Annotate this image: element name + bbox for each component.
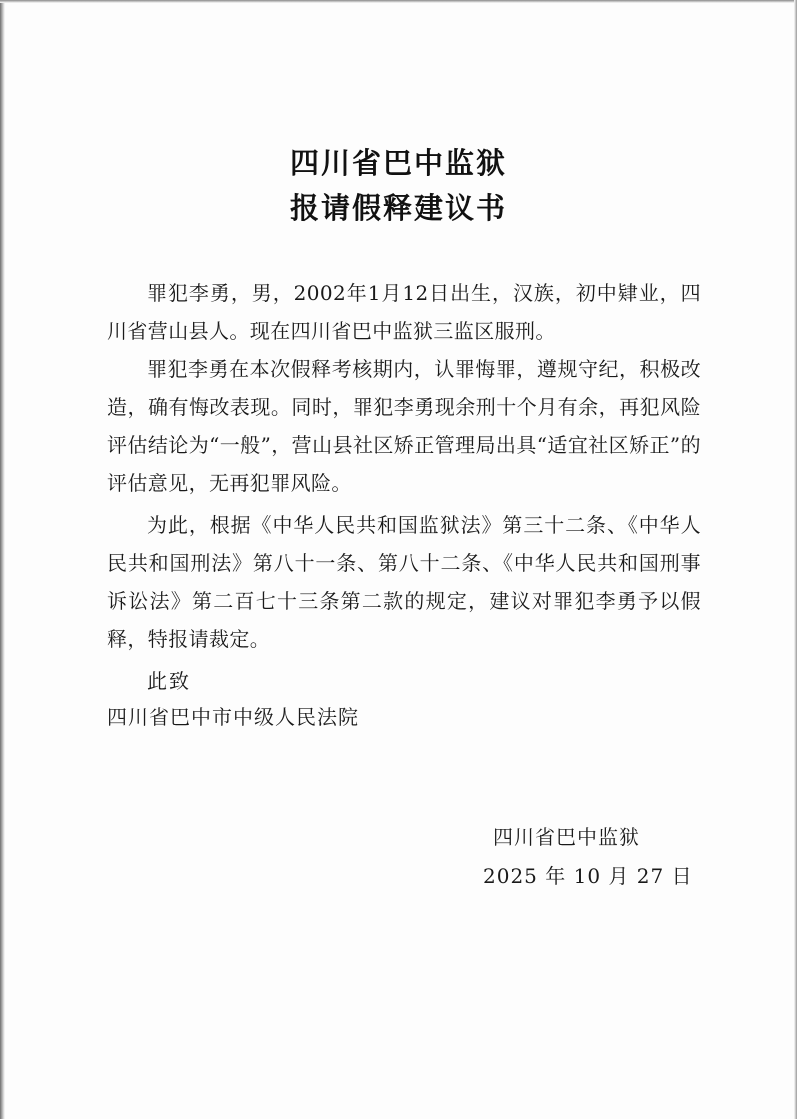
paragraph-inmate-info: 罪犯李勇，男，2002年1月12日出生，汉族，初中肄业，四川省营山县人。现在四川省巴中监狱三监区服刑。 [107,281,701,343]
paragraph-assessment: 罪犯李勇在本次假释考核期内，认罪悔罪，遵规守纪，积极改造，确有悔改表现。同时，罪犯李勇现余刑十个月有余，再犯风险评估结论为“一般”，营山县社区矫正管理局出具“适宜社区矫正”的评估意见，无再犯罪风险。 [107,357,701,495]
scan-edge-top [0,0,797,3]
salutation: 此致 [147,669,191,693]
paragraph-legal-basis: 为此，根据《中华人民共和国监狱法》第三十二条、《中华人民共和国刑法》第八十一条、第八十二条、《中华人民共和国刑事诉讼法》第二百七十三条第二款的规定，建议对罪犯李勇予以假释，特报请裁定。 [107,513,701,651]
signature-organization: 四川省巴中监狱 [493,825,640,849]
signature-date: 2025 年 10 月 27 日 [483,864,693,888]
document-title-issuer: 四川省巴中监狱 [289,146,507,180]
addressee: 四川省巴中市中级人民法院 [107,705,359,729]
document-title-type: 报请假释建议书 [289,191,507,225]
